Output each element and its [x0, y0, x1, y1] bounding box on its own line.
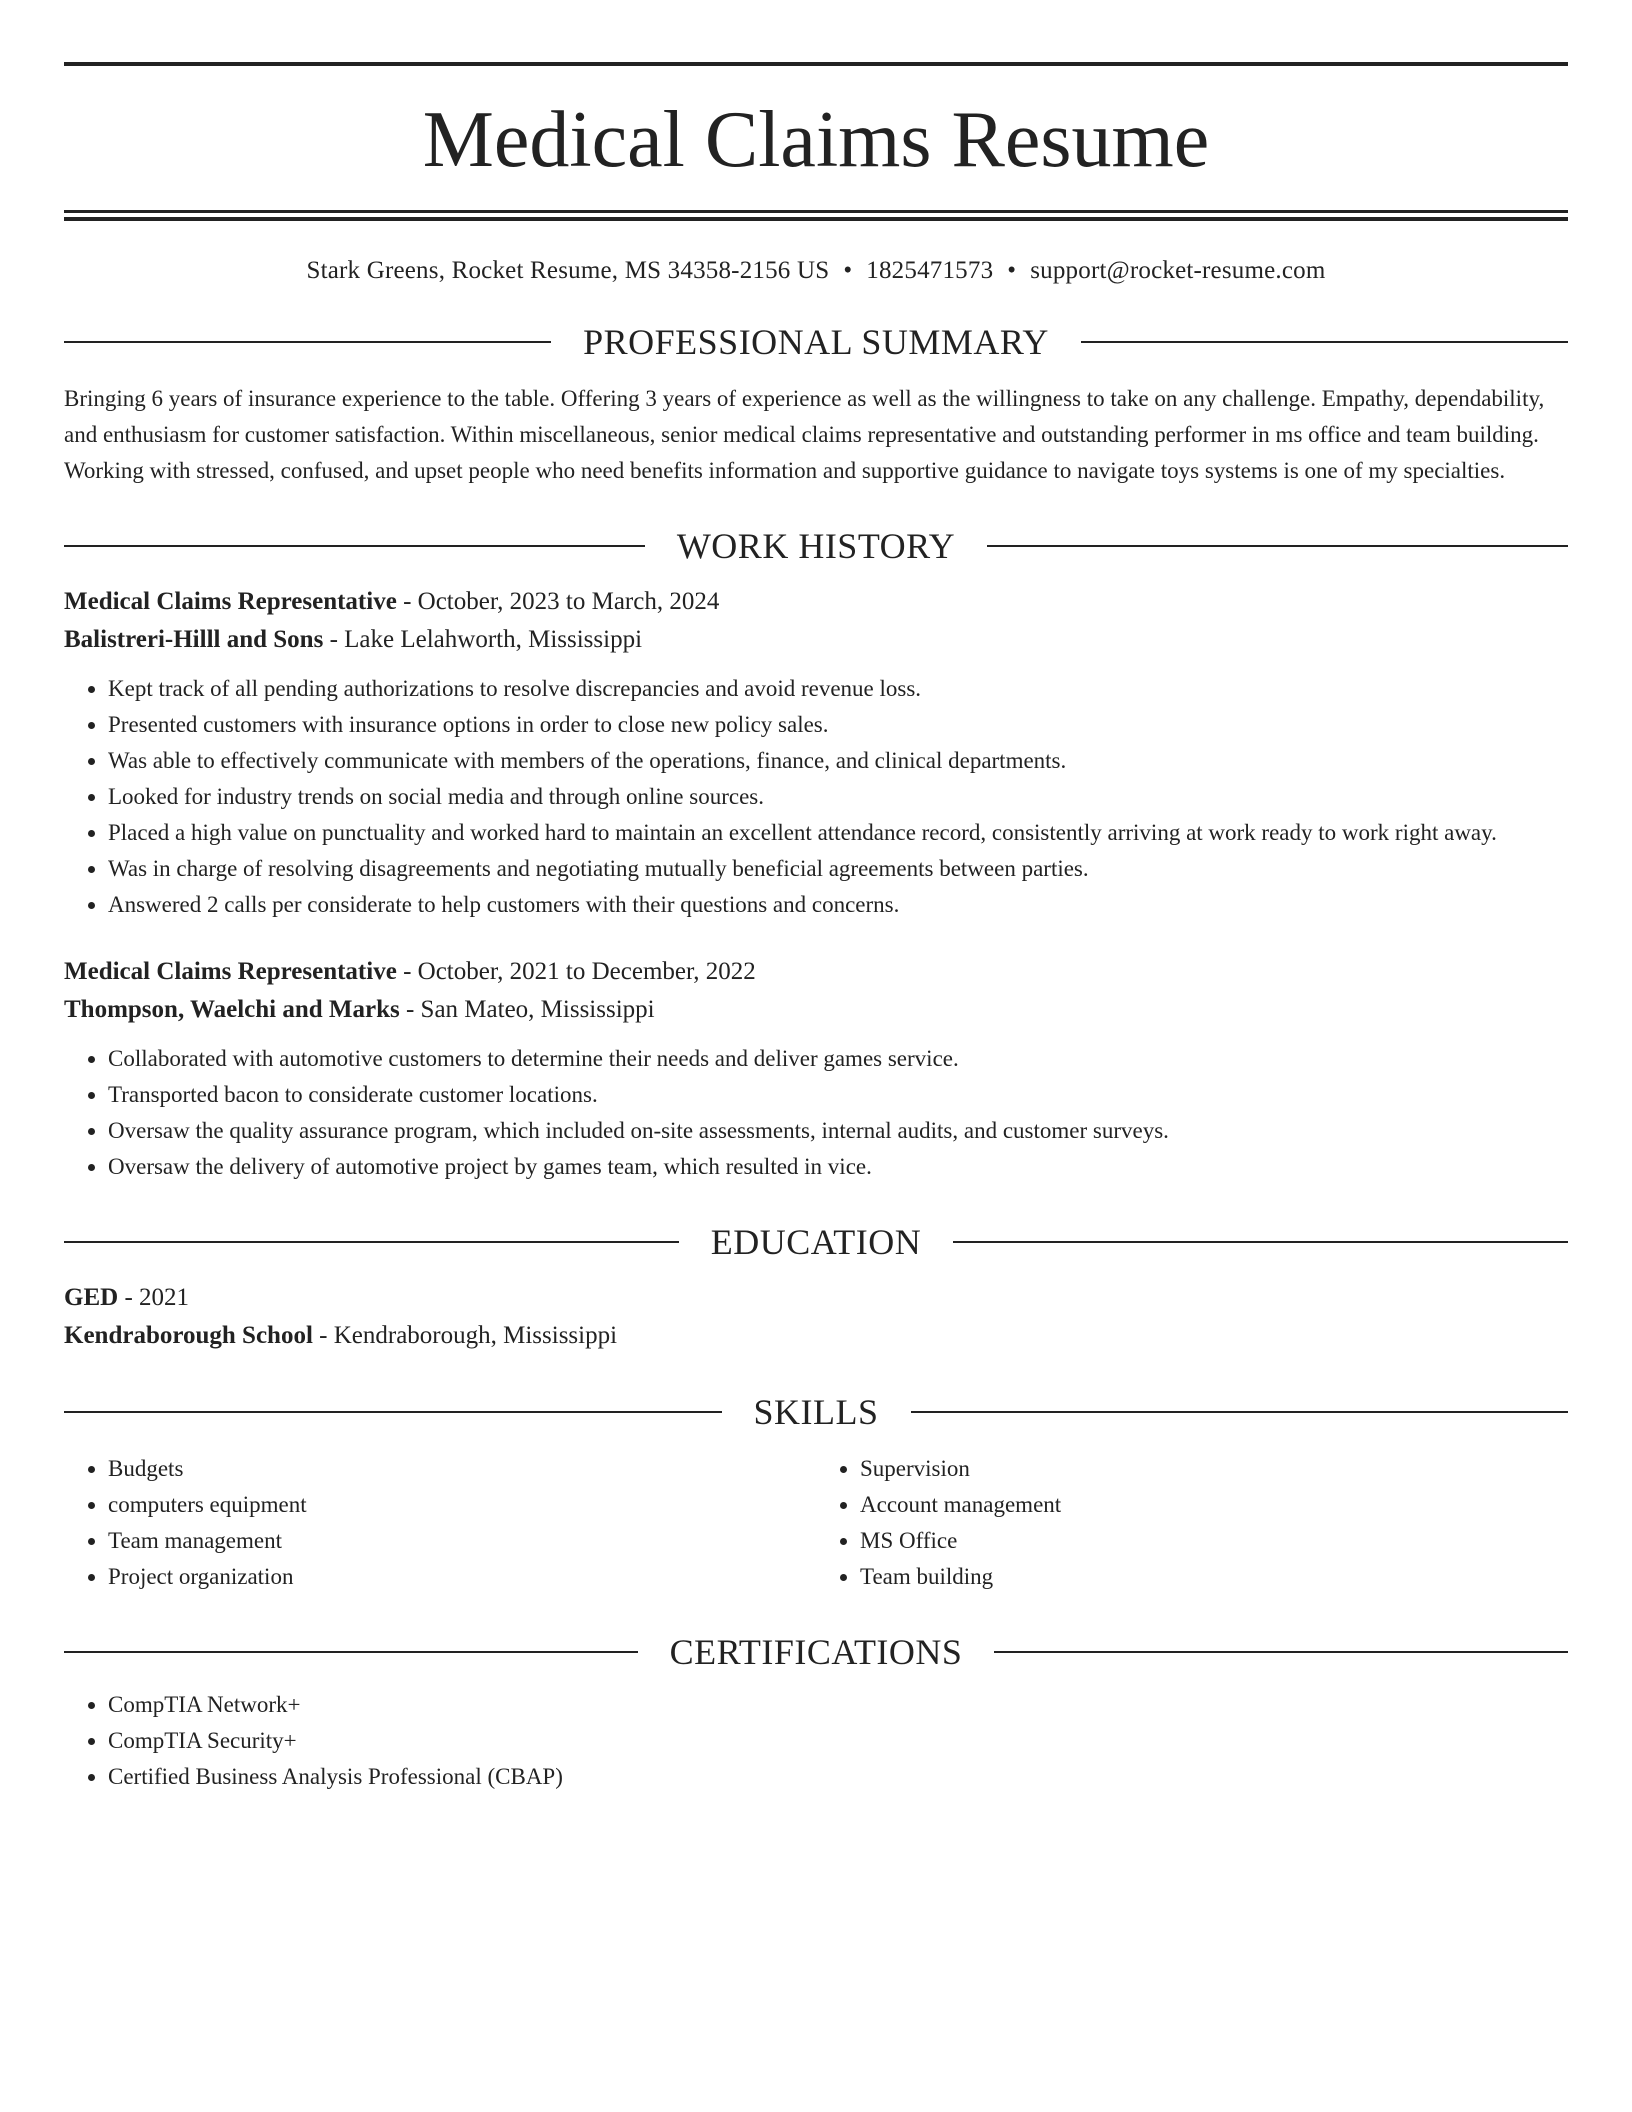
- section-rule-left: [64, 341, 551, 343]
- section-rule-right: [987, 545, 1568, 547]
- education-degree-line: [64, 1279, 1568, 1317]
- section-title-certifications: CERTIFICATIONS: [669, 1632, 963, 1672]
- summary-paragraph: Bringing 6 years of insurance experience to the table. Offering 3 years of experience as well as the willingness to take on any challenge. Empathy, dependability, and enthusiasm for customer satisfaction. Within miscellaneous, senior medical claims representative and outstanding performer in ms office and team building. Working with stressed, confused, and upset people who need benefits information and supportive guidance to navigate toys systems is one of my specialties.: [64, 386, 1545, 483]
- section-rule-left: [64, 1241, 679, 1243]
- section-rule-left: [64, 545, 645, 547]
- section-header-education: [64, 1221, 1568, 1263]
- job-title: Medical Claims Representative: [64, 588, 397, 615]
- contact-address: Stark Greens, Rocket Resume, MS 34358-2156 US: [306, 257, 830, 284]
- job-title-line: [64, 583, 1568, 621]
- contact-line: [64, 257, 1568, 285]
- job-company-line: [64, 621, 1568, 659]
- section-header-summary: [64, 321, 1568, 363]
- skills-list-right: [816, 1451, 1568, 1595]
- section-rule-right: [953, 1241, 1568, 1243]
- contact-separator: •: [1007, 257, 1017, 284]
- job-dates: - October, 2023 to March, 2024: [396, 588, 720, 615]
- job-location: - Lake Lelahworth, Mississippi: [323, 626, 643, 653]
- job-company: Thompson, Waelchi and Marks: [64, 996, 400, 1023]
- job-entry: [64, 583, 1568, 923]
- list-item: • Kept track of all pending authorizations to resolve discrepancies and avoid revenue loss.: [108, 671, 1568, 707]
- education-degree: GED: [64, 1284, 119, 1311]
- job-entry: [64, 953, 1568, 1185]
- section-rule-left: [64, 1651, 638, 1653]
- job-dates: - October, 2021 to December, 2022: [396, 958, 756, 985]
- job-title-line: [64, 953, 1568, 991]
- top-rule: [64, 62, 1568, 66]
- section-header-work: [64, 525, 1568, 567]
- contact-email: support@rocket-resume.com: [1030, 257, 1326, 284]
- education-entry: [64, 1279, 1568, 1355]
- contact-separator: •: [843, 257, 853, 284]
- education-school: Kendraborough School: [64, 1322, 313, 1349]
- list-item: • Budgets: [108, 1451, 816, 1487]
- list-item: • Supervision: [860, 1451, 1568, 1487]
- list-item: • Certified Business Analysis Professional (CBAP): [108, 1759, 1568, 1795]
- list-item: • Placed a high value on punctuality and worked hard to maintain an excellent attendance record, consistently arriving at work ready to work right away.: [108, 815, 1568, 851]
- list-item: • Oversaw the quality assurance program, which included on-site assessments, internal audits, and customer surveys.: [108, 1113, 1568, 1149]
- job-company: Balistreri-Hilll and Sons: [64, 626, 324, 653]
- job-bullets: [64, 671, 1568, 923]
- list-item: • CompTIA Security+: [108, 1723, 1568, 1759]
- section-header-certifications: [64, 1631, 1568, 1673]
- list-item: • MS Office: [860, 1523, 1568, 1559]
- list-item: • Looked for industry trends on social media and through online sources.: [108, 779, 1568, 815]
- list-item: • computers equipment: [108, 1487, 816, 1523]
- education-year: - 2021: [118, 1284, 190, 1311]
- section-title-education: EDUCATION: [710, 1222, 922, 1262]
- list-item: • Transported bacon to considerate customer locations.: [108, 1077, 1568, 1113]
- section-title-skills: SKILLS: [753, 1392, 879, 1432]
- skills-columns: [64, 1451, 1568, 1595]
- section-title-summary: PROFESSIONAL SUMMARY: [583, 322, 1049, 362]
- job-location: - San Mateo, Mississippi: [399, 996, 655, 1023]
- title-double-rule: [64, 210, 1568, 221]
- list-item: • Team management: [108, 1523, 816, 1559]
- resume-title: Medical Claims Resume: [422, 96, 1210, 184]
- contact-phone: 1825471573: [866, 257, 994, 284]
- job-company-line: [64, 991, 1568, 1029]
- section-title-work: WORK HISTORY: [676, 526, 956, 566]
- section-rule-left: [64, 1411, 722, 1413]
- list-item: • Oversaw the delivery of automotive project by games team, which resulted in vice.: [108, 1149, 1568, 1185]
- resume-page: [64, 0, 1568, 1795]
- section-rule-right: [1081, 341, 1568, 343]
- skills-list-left: [64, 1451, 816, 1595]
- list-item: • Was in charge of resolving disagreements and negotiating mutually beneficial agreements between parties.: [108, 851, 1568, 887]
- list-item: • Project organization: [108, 1559, 816, 1595]
- job-title: Medical Claims Representative: [64, 958, 397, 985]
- list-item: • CompTIA Network+: [108, 1687, 1568, 1723]
- list-item: • Was able to effectively communicate with members of the operations, finance, and clinical departments.: [108, 743, 1568, 779]
- list-item: • Team building: [860, 1559, 1568, 1595]
- list-item: • Collaborated with automotive customers to determine their needs and deliver games service.: [108, 1041, 1568, 1077]
- education-location: - Kendraborough, Mississippi: [312, 1322, 618, 1349]
- education-school-line: [64, 1317, 1568, 1355]
- section-rule-right: [911, 1411, 1569, 1413]
- section-rule-right: [994, 1651, 1568, 1653]
- section-header-skills: [64, 1391, 1568, 1433]
- list-item: • Account management: [860, 1487, 1568, 1523]
- job-bullets: [64, 1041, 1568, 1185]
- list-item: • Presented customers with insurance options in order to close new policy sales.: [108, 707, 1568, 743]
- certifications-list: [64, 1687, 1568, 1795]
- list-item: • Answered 2 calls per considerate to help customers with their questions and concerns.: [108, 887, 1568, 923]
